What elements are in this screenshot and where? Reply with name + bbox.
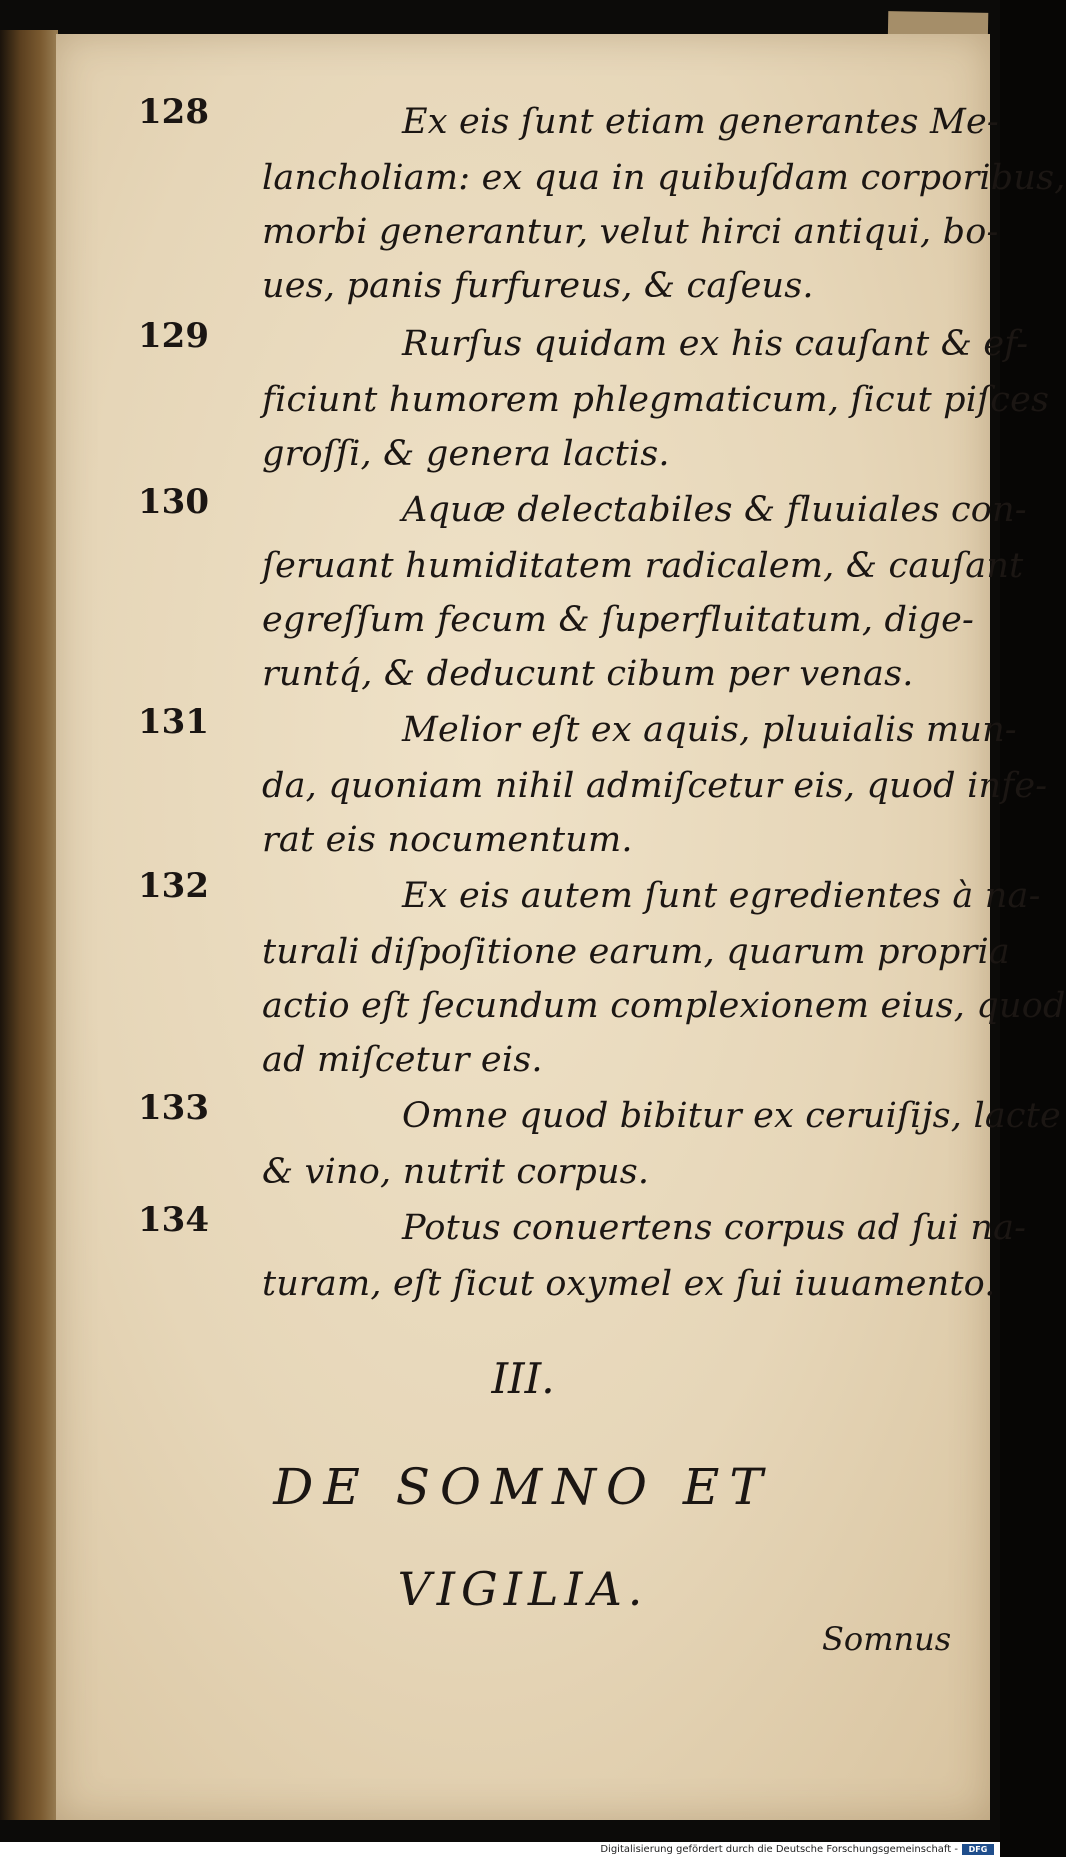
aphorism-number: 133 <box>138 1088 209 1128</box>
text-line: Omne quod bibitur ex ceruiſijs, lacte <box>402 1096 1061 1136</box>
footer-credit: Digitalisierung gefördert durch die Deutsche Forschungsgemeinschaft - <box>600 1844 958 1855</box>
text-line: Potus conuertens corpus ad ſui na- <box>402 1208 1027 1248</box>
text-line: Rurſus quidam ex his cauſant & ef- <box>402 324 1029 364</box>
text-line: Ex eis autem ſunt egredientes à na- <box>402 876 1041 916</box>
text-line: egreſſum fecum & ſuperfluitatum, dige- <box>262 600 975 640</box>
text-line: actio eſt ſecundum complexionem eius, quod <box>262 986 1066 1026</box>
catchword: Somnus <box>822 1620 952 1658</box>
text-line: ues, panis furfureus, & caſeus. <box>262 266 814 306</box>
text-line: Ex eis ſunt etiam generantes Me- <box>402 102 999 142</box>
text-line: morbi generantur, velut hirci antiqui, bo- <box>262 212 999 252</box>
chapter-title-line2: VIGILIA. <box>397 1562 649 1616</box>
text-line: turali diſpoſitione earum, quarum propria <box>262 932 1010 972</box>
text-line: ficiunt humorem phlegmaticum, ſicut piſces <box>262 380 1050 420</box>
aphorism-number: 129 <box>138 316 209 356</box>
text-line: rat eis nocumentum. <box>262 820 633 860</box>
text-line: da, quoniam nihil admiſcetur eis, quod infe- <box>262 766 1048 806</box>
chapter-title-line1: DE SOMNO ET <box>273 1458 773 1516</box>
aphorism-number: 131 <box>138 702 209 742</box>
digitization-footer <box>0 1842 1000 1857</box>
text-line: ſeruant humiditatem radicalem, & cauſant <box>262 546 1024 586</box>
aphorism-number: 134 <box>138 1200 209 1240</box>
dfg-logo-icon: DFG <box>962 1844 994 1855</box>
text-line: lancholiam: ex qua in quibuſdam corporibus, <box>262 158 1066 198</box>
aphorism-number: 132 <box>138 866 209 906</box>
text-line: Aquæ delectabiles & fluuiales con- <box>402 490 1027 530</box>
text-line: & vino, nutrit corpus. <box>262 1152 650 1192</box>
aphorism-number: 130 <box>138 482 209 522</box>
aphorism-number: 128 <box>138 92 209 132</box>
text-line: runtq́, & deducunt cibum per venas. <box>262 654 914 694</box>
text-line: ad miſcetur eis. <box>262 1040 543 1080</box>
chapter-numeral: III. <box>491 1354 555 1403</box>
page-text-block <box>56 34 1066 1820</box>
text-line: Melior eſt ex aquis, pluuialis mun- <box>402 710 1017 750</box>
text-line: turam, eſt ſicut oxymel ex ſui iuuamento. <box>262 1264 996 1304</box>
text-line: groſſi, & genera lactis. <box>262 434 670 474</box>
book-page <box>56 34 1066 1820</box>
book-spine-edge <box>0 30 58 1820</box>
